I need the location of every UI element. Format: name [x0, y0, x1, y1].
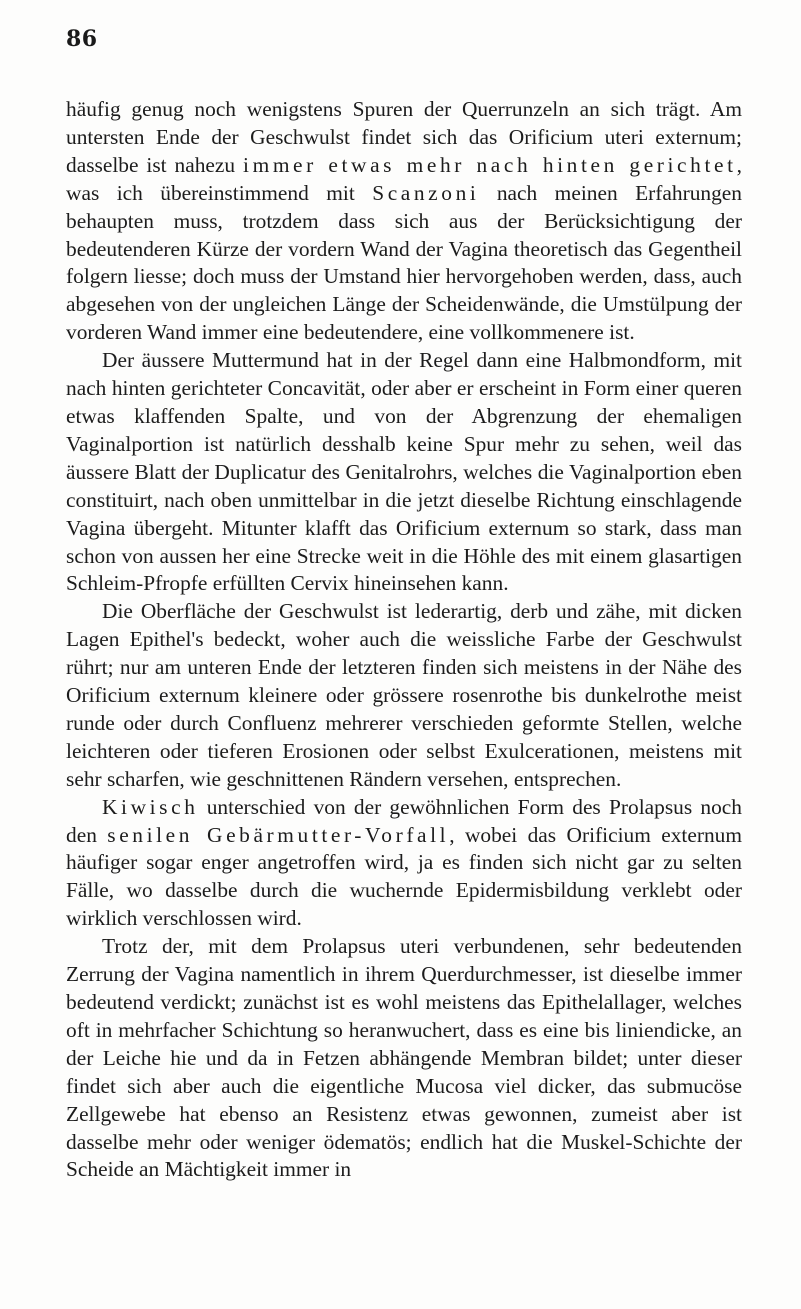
paragraph [66, 96, 742, 347]
text-segment: nach meinen Erfahrungen behaupten muss, trotzdem dass sich aus der Berücksichtigung der bedeutenderen Kürze der vordern Wand der Vagina theoretisch das Gegentheil folgern liesse; doch muss der Umstand hier hervorgehoben werden, dass, auch abgesehen von der ungleichen Länge der Scheidenwände, die Umstülpung der vorderen Wand immer eine bedeutendere, eine vollkommenere ist. [66, 180, 742, 345]
text-segment: häufig genug noch wenigstens Spuren der Querrunzeln an sich trägt. Am untersten Ende der Geschwulst findet sich das Orificium uteri externum; dasselbe ist nahezu [66, 97, 742, 177]
text-segment: unterschied von der gewöhnlichen Form des Prolapsus noch den [66, 794, 742, 847]
emphasized-text: Scanzoni [372, 180, 480, 205]
paragraph [66, 347, 742, 598]
text-segment: Trotz der, mit dem Prolapsus uteri verbundenen, sehr bedeutenden Zerrung der Vagina namentlich in ihrem Querdurchmesser, ist dieselbe immer bedeutend verdickt; zunächst ist es wohl meistens das Epithelallager, welches oft in mehrfacher Schichtung so heranwuchert, dass es eine bis liniendicke, an der Leiche hie und da in Fetzen abhängende Membran bildet; unter dieser findet sich aber auch die eigentliche Mucosa viel dicker, das submucöse Zellgewebe hat ebenso an Resistenz etwas gewonnen, zumeist aber ist dasselbe mehr oder weniger ödematös; endlich hat die Muskel-Schichte der Scheide an Mächtigkeit immer in [66, 934, 742, 1182]
text-segment: , wobei das Orificium externum häufiger sogar enger angetroffen wird, ja es finden sich nicht gar zu selten Fälle, wo dasselbe durch die wuchernde Epidermisbildung verklebt oder wirklich verschlossen wird. [66, 822, 742, 931]
emphasized-text: immer etwas mehr nach hinten gerichtet [243, 152, 737, 177]
text-segment: Der äussere Muttermund hat in der Regel dann eine Halbmondform, mit nach hinten gerichteter Concavität, oder aber er erscheint in Form einer queren etwas klaffenden Spalte, und von der Abgrenzung der ehemaligen Vaginalportion ist natürlich desshalb keine Spur mehr zu sehen, weil das äussere Blatt der Duplicatur des Genitalrohrs, welches die Vaginalportion eben constituirt, nach oben unmittelbar in die jetzt dieselbe Richtung einschlagende Vagina übergeht. Mitunter klafft das Orificium externum so stark, dass man schon von aussen her eine Strecke weit in die Höhle des mit einem glasartigen Schleim-Pfropfe erfüllten Cervix hineinsehen kann. [66, 348, 742, 596]
paragraph [66, 598, 742, 793]
body-text [66, 96, 742, 1184]
emphasized-text: senilen Gebärmutter-Vorfall [107, 822, 450, 847]
emphasized-text: Kiwisch [102, 794, 199, 819]
text-segment: Die Oberfläche der Geschwulst ist lederartig, derb und zähe, mit dicken Lagen Epithel's bedeckt, woher auch die weissliche Farbe der Geschwulst rührt; nur am unteren Ende der letzteren finden sich meistens in der Nähe des Orificium externum kleinere oder grössere rosenrothe bis dunkelrothe meist runde oder durch Confluenz mehrerer verschieden geformte Stellen, welche leichteren oder tieferen Erosionen oder selbst Exulcerationen, meistens mit sehr scharfen, wie geschnittenen Rändern versehen, entsprechen. [66, 599, 742, 791]
page-number: 86 [66, 26, 98, 52]
text-segment: , was ich übereinstimmend mit [66, 152, 742, 205]
paragraph [66, 794, 742, 934]
paragraph [66, 933, 742, 1184]
